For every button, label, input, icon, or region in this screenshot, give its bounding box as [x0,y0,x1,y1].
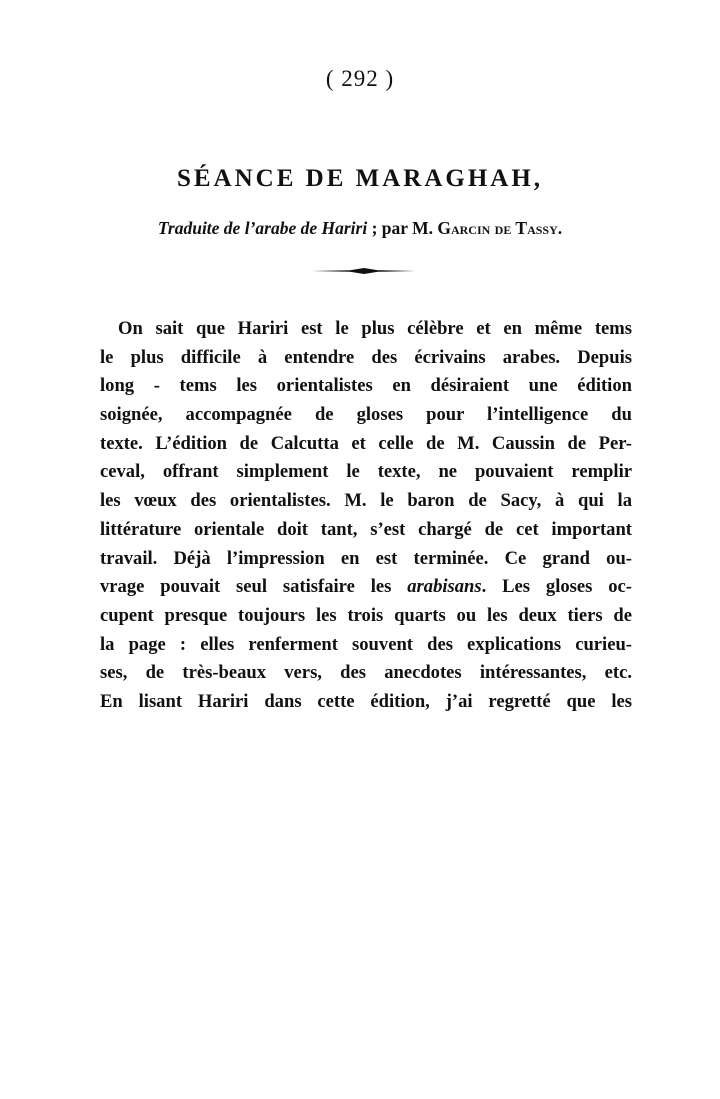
body-line-italic-word: arabisans [407,576,482,598]
body-line: texte. L’édition de Calcutta et celle de M. Caussin de Per- [100,432,632,454]
body-line: On sait que Hariri est le plus célèbre et en même tems [118,318,632,339]
body-line: la page : elles renferment souvent des explications curieu- [100,633,632,655]
body-line: En lisant Hariri dans cette édition, j’ai regretté que les [100,690,632,712]
body-line: soignée, accompagnée de gloses pour l’intelligence du [100,404,632,426]
body-line-part: . Les gloses oc- [481,576,632,598]
body-line: les vœux des orientalistes. M. le baron de Sacy, à qui la [100,490,632,512]
body-line [100,573,632,602]
body-line: long - tems les orientalistes en désiraient une édition [100,375,632,397]
body-line: travail. Déjà l’impression en est terminée. Ce grand ou- [100,547,632,569]
subtitle-translation-note: Traduite de l’arabe de Hariri [157,218,368,238]
page-number: ( 292 ) [325,66,395,91]
body-line: cupent presque toujours les trois quarts ou les deux tiers de [100,604,632,626]
body-text [100,315,632,717]
body-line: ceval, offrant simplement le texte, ne pouvaient remplir [100,461,632,483]
body-line: littérature orientale doit tant, s’est chargé de cet important [100,518,632,540]
subtitle-author: M. Garcin de Tassy. [412,218,563,238]
body-line: ses, de très-beaux vers, des anecdotes intéressantes, etc. [100,662,632,684]
subtitle [0,218,720,239]
body-line: le plus difficile à entendre des écrivains arabes. Depuis [100,346,632,368]
body-line-part: vrage pouvait seul satisfaire les [100,576,408,598]
page-title: SÉANCE DE MARAGHAH, [176,165,544,192]
ornament-divider [312,267,416,275]
subtitle-separator: ; par [367,218,413,238]
